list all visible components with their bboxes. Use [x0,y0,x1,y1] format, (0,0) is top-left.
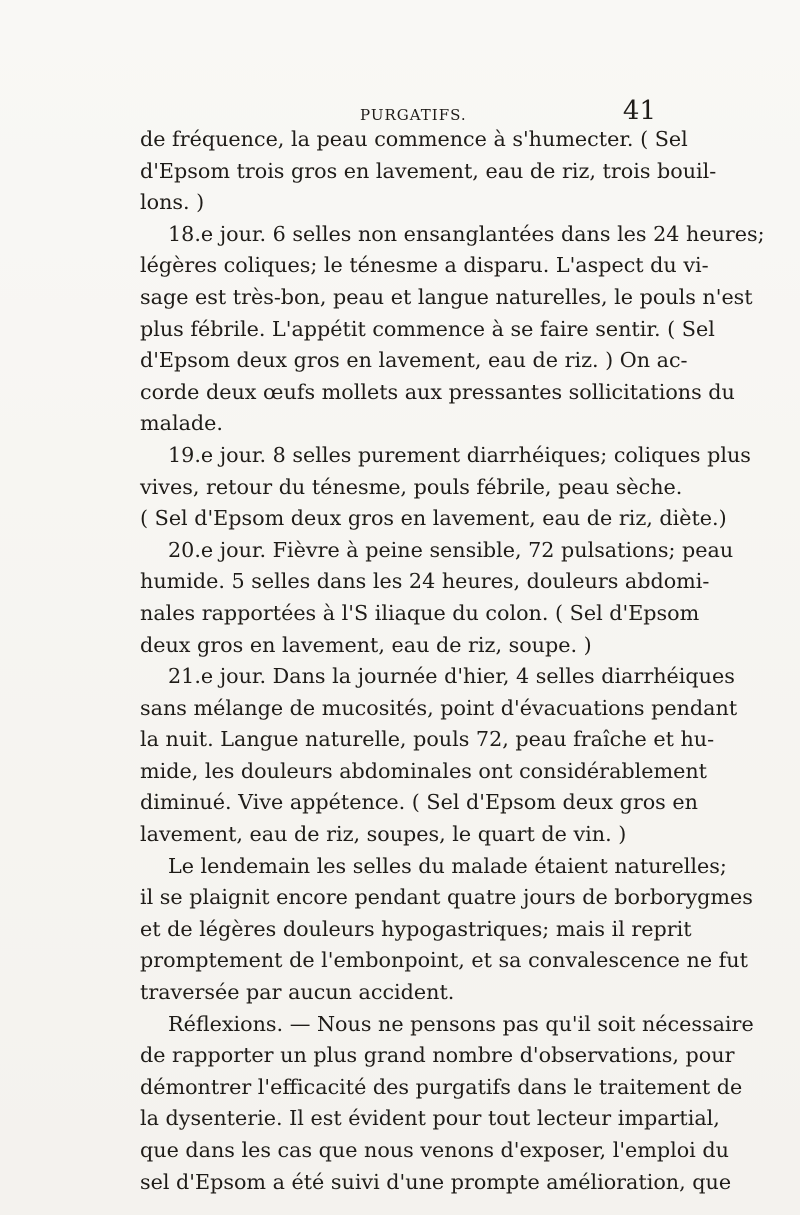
text-line: lavement, eau de riz, soupes, le quart de vin. ) [140,822,627,847]
text-line: vives, retour du ténesme, pouls fébrile, peau sèche. [140,474,683,499]
page-number: 41 [622,96,656,126]
text-line: d'Epsom deux gros en lavement, eau de riz. ) On ac- [140,348,688,373]
text-line: la dysenterie. Il est évident pour tout lecteur impartial, [140,1106,720,1131]
text-line: plus fébrile. L'appétit commence à se faire sentir. ( Sel [140,316,715,341]
text-line: lons. ) [140,190,205,215]
text-line: que dans les cas que nous venons d'exposer, l'emploi du [140,1138,729,1162]
running-title: PURGATIFS. [360,106,467,124]
text-line: 20.e jour. Fièvre à peine sensible, 72 pulsations; peau [168,537,734,562]
text-line: 21.e jour. Dans la journée d'hier, 4 selles diarrhéiques [168,664,735,689]
text-line: sans mélange de mucosités, point d'évacuations pendant [140,695,738,720]
text-line: de rapporter un plus grand nombre d'observations, pour [140,1043,735,1068]
text-line: démontrer l'efficacité des purgatifs dans le traitement de [140,1074,743,1099]
text-line: mide, les douleurs abdominales ont considérablement [140,758,707,783]
text-line: diminué. Vive appétence. ( Sel d'Epsom deux gros en [140,790,698,815]
text-line: corde deux œufs mollets aux pressantes sollicitations du [140,379,735,404]
text-line: promptement de l'embonpoint, et sa convalescence ne fut [140,948,748,973]
text-line: malade. [140,411,223,436]
text-line: 19.e jour. 8 selles purement diarrhéiques; coliques plus [168,442,751,467]
text-line: et de légères douleurs hypogastriques; mais il reprit [140,916,692,941]
text-line: Réflexions. — Nous ne pensons pas qu'il soit nécessaire [168,1011,754,1036]
text-line: légères coliques; le ténesme a disparu. L'aspect du vi- [140,253,709,278]
text-line: traversée par aucun accident. [140,980,455,1005]
body-text [140,124,765,1198]
text-line: la nuit. Langue naturelle, pouls 72, peau fraîche et hu- [140,727,715,752]
text-line: humide. 5 selles dans les 24 heures, douleurs abdomi- [140,569,710,594]
text-line: nales rapportées à l'S iliaque du colon. ( Sel d'Epsom [140,600,700,625]
text-line: de fréquence, la peau commence à s'humecter. ( Sel [140,127,688,151]
text-line: 18.e jour. 6 selles non ensanglantées dans les 24 heures; [168,221,765,246]
text-line: d'Epsom trois gros en lavement, eau de riz, trois bouil- [140,158,717,183]
text-line: sage est très-bon, peau et langue naturelles, le pouls n'est [140,284,753,309]
text-line: Le lendemain les selles du malade étaient naturelles; [168,853,727,878]
text-line: sel d'Epsom a été suivi d'une prompte amélioration, que [140,1169,732,1194]
text-line: il se plaignit encore pendant quatre jours de borborygmes [140,885,753,910]
text-line: ( Sel d'Epsom deux gros en lavement, eau de riz, diète.) [140,506,727,531]
text-line: deux gros en lavement, eau de riz, soupe. ) [140,632,592,657]
